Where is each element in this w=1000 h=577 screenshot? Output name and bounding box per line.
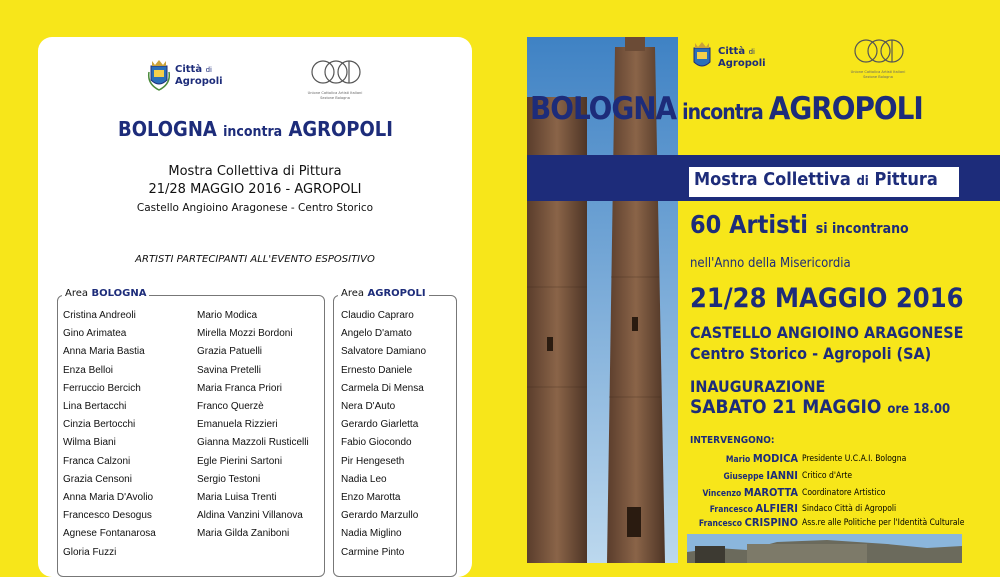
artist-name: Agnese Fontanarosa bbox=[63, 528, 156, 540]
ucai-caption-2: Sezione Bologna bbox=[320, 95, 350, 100]
artist-name: Francesco Desogus bbox=[63, 510, 152, 522]
speaker-role: Coordinatore Artistico bbox=[802, 488, 886, 498]
area-agropoli-prefix: Area bbox=[341, 288, 365, 299]
artist-name: Anna Maria Bastia bbox=[63, 346, 145, 358]
right-ucai-caption-2: Sezione Bologna bbox=[863, 74, 893, 79]
speaker-last-name: ALFIERI bbox=[755, 502, 798, 515]
city-logo bbox=[147, 58, 223, 92]
artist-name: Anna Maria D'Avolio bbox=[63, 492, 154, 504]
artist-name: Maria Gilda Zaniboni bbox=[197, 528, 290, 540]
artist-name: Gino Arimatea bbox=[63, 328, 127, 340]
inauguration-label: INAUGURAZIONE bbox=[690, 377, 826, 396]
left-title-agropoli: AGROPOLI bbox=[288, 117, 393, 141]
artist-name: Gerardo Giarletta bbox=[341, 419, 419, 431]
city-crest-icon bbox=[147, 58, 171, 92]
speaker-name bbox=[698, 516, 798, 529]
ucai-caption-1: Unione Cattolica Artisti Italiani bbox=[307, 91, 363, 95]
ucai-logo-icon bbox=[305, 57, 365, 87]
artist-name: Aldina Vanzini Villanova bbox=[197, 510, 303, 522]
speaker-role: Sindaco Città di Agropoli bbox=[802, 504, 897, 514]
speaker-name bbox=[702, 486, 798, 499]
agropoli-artists-column bbox=[341, 307, 426, 562]
artist-name: Ernesto Daniele bbox=[341, 364, 413, 376]
speaker-name bbox=[723, 469, 798, 482]
speaker-first-name: Mario bbox=[725, 455, 753, 465]
area-bologna-name: BOLOGNA bbox=[91, 288, 147, 299]
artist-name: Carmela Di Mensa bbox=[341, 382, 424, 394]
speaker-last-name: MODICA bbox=[752, 452, 798, 465]
artist-name: Wilma Biani bbox=[63, 437, 116, 449]
artist-name: Carmine Pinto bbox=[341, 546, 405, 558]
speaker-role: Presidente U.C.A.I. Bologna bbox=[802, 454, 907, 464]
city-logo-prefix: Città bbox=[175, 63, 203, 75]
artist-name: Sergio Testoni bbox=[197, 473, 261, 485]
artist-name: Gerardo Marzullo bbox=[341, 510, 419, 522]
band-word-di: di bbox=[856, 174, 869, 189]
area-agropoli-name: AGROPOLI bbox=[367, 288, 426, 299]
band-word-mostra: Mostra bbox=[694, 169, 758, 190]
speaker-name bbox=[709, 502, 798, 515]
speaker-first-name: Francesco bbox=[698, 519, 745, 529]
left-title-bologna: BOLOGNA bbox=[118, 117, 217, 141]
artist-name: Fabio Giocondo bbox=[341, 437, 412, 449]
speaker-row bbox=[703, 486, 798, 499]
poster-venue: CASTELLO ANGIOINO ARAGONESE bbox=[690, 323, 964, 342]
city-logo-name: Agropoli bbox=[175, 75, 223, 87]
band-label bbox=[689, 167, 959, 197]
artist-name: Enza Belloi bbox=[63, 364, 114, 376]
artist-name: Nadia Miglino bbox=[341, 528, 402, 540]
artist-name: Maria Luisa Trenti bbox=[197, 492, 277, 504]
right-ucai-caption-1: Unione Cattolica Artisti Italiani bbox=[850, 70, 906, 74]
artist-name: Savina Pretelli bbox=[197, 364, 261, 376]
artist-name: Enzo Marotta bbox=[341, 492, 401, 504]
speaker-last-name: MAROTTA bbox=[743, 486, 798, 499]
artists-count: 60 Artisti bbox=[690, 210, 808, 239]
ucai-logo bbox=[300, 57, 370, 100]
right-city-prefix: Città bbox=[718, 45, 746, 57]
right-ucai-logo-icon bbox=[848, 36, 908, 66]
artist-name: Nadia Leo bbox=[341, 473, 387, 485]
city-logo-suffix: di bbox=[205, 65, 212, 74]
band-word-collettiva: Collettiva bbox=[763, 169, 851, 190]
artist-name: Claudio Capraro bbox=[341, 310, 414, 321]
artist-name: Egle Pierini Sartoni bbox=[197, 455, 283, 467]
speaker-name bbox=[725, 452, 798, 465]
artist-name: Salvatore Damiano bbox=[341, 346, 427, 358]
artists-count-line bbox=[690, 210, 909, 239]
poster-title-incontra: incontra bbox=[682, 100, 763, 124]
poster-title bbox=[530, 91, 923, 127]
left-title bbox=[118, 117, 398, 141]
artist-name: Grazia Censoni bbox=[63, 473, 132, 485]
speaker-row bbox=[724, 469, 798, 482]
artist-name: Grazia Patuelli bbox=[197, 346, 263, 358]
artist-name: Lina Bertacchi bbox=[63, 401, 127, 413]
area-bologna-prefix: Area bbox=[65, 288, 89, 299]
speakers-heading: INTERVENGONO: bbox=[690, 435, 775, 446]
artist-name: Gianna Mazzoli Rusticelli bbox=[197, 437, 309, 449]
speaker-row bbox=[710, 502, 798, 515]
speaker-first-name: Vincenzo bbox=[702, 489, 744, 499]
artist-name: Cinzia Bertocchi bbox=[63, 419, 136, 431]
right-city-name: Agropoli bbox=[718, 57, 766, 69]
inauguration-date-line bbox=[690, 396, 950, 418]
area-agropoli-label bbox=[338, 288, 429, 299]
right-city-crest-icon bbox=[690, 40, 714, 74]
speaker-row bbox=[726, 452, 798, 465]
artists-meet: si incontrano bbox=[815, 221, 909, 237]
speaker-role: Ass.re alle Politiche per l'Identità Culturale bbox=[802, 518, 965, 528]
artist-name: Gloria Fuzzi bbox=[63, 546, 117, 558]
bologna-artists-column-2 bbox=[197, 307, 309, 544]
speaker-role: Critico d'Arte bbox=[802, 471, 853, 481]
artist-name: Ferruccio Bercich bbox=[63, 382, 141, 394]
castle-photo bbox=[687, 534, 962, 563]
right-ucai-logo bbox=[843, 36, 913, 79]
artist-name: Nera D'Auto bbox=[341, 401, 396, 413]
exhibition-dates: 21/28 MAGGIO 2016 - AGROPOLI bbox=[148, 182, 362, 197]
exhibition-venue: Castello Angioino Aragonese - Centro Storico bbox=[136, 202, 374, 214]
artist-name: Franco Querzè bbox=[197, 401, 264, 413]
exhibition-type: Mostra Collettiva di Pittura bbox=[168, 164, 342, 179]
right-city-logo bbox=[690, 40, 766, 74]
speaker-last-name: CRISPINO bbox=[744, 516, 798, 529]
band-word-pittura: Pittura bbox=[874, 169, 938, 190]
artist-name: Mario Modica bbox=[197, 310, 258, 321]
right-city-suffix: di bbox=[748, 47, 755, 56]
speaker-last-name: IANNI bbox=[766, 469, 798, 482]
poster-title-bologna: BOLOGNA bbox=[530, 91, 677, 127]
poster-dates: 21/28 MAGGIO 2016 bbox=[690, 283, 964, 314]
artist-name: Maria Franca Priori bbox=[197, 382, 283, 394]
speaker-row bbox=[699, 516, 798, 529]
artist-name: Emanuela Rizzieri bbox=[197, 419, 278, 431]
inauguration-date: SABATO 21 MAGGIO bbox=[690, 396, 882, 418]
area-bologna-label bbox=[62, 288, 149, 299]
bologna-artists-column-1 bbox=[63, 307, 156, 562]
left-title-incontra: incontra bbox=[223, 124, 283, 140]
artists-heading: ARTISTI PARTECIPANTI ALL'EVENTO ESPOSITIVO bbox=[135, 254, 375, 265]
artist-name: Mirella Mozzi Bordoni bbox=[197, 328, 293, 340]
artist-name: Angelo D'amato bbox=[341, 328, 412, 340]
year-of-mercy: nell'Anno della Misericordia bbox=[690, 256, 851, 271]
inauguration-time: ore 18.00 bbox=[887, 402, 951, 417]
artist-name: Franca Calzoni bbox=[63, 455, 131, 467]
poster-title-agropoli: AGROPOLI bbox=[768, 91, 923, 127]
speaker-first-name: Giuseppe bbox=[723, 472, 767, 482]
artist-name: Pir Hengeseth bbox=[341, 455, 405, 467]
poster-venue-2: Centro Storico - Agropoli (SA) bbox=[690, 344, 932, 363]
artist-name: Cristina Andreoli bbox=[63, 310, 136, 321]
speaker-first-name: Francesco bbox=[709, 505, 756, 515]
